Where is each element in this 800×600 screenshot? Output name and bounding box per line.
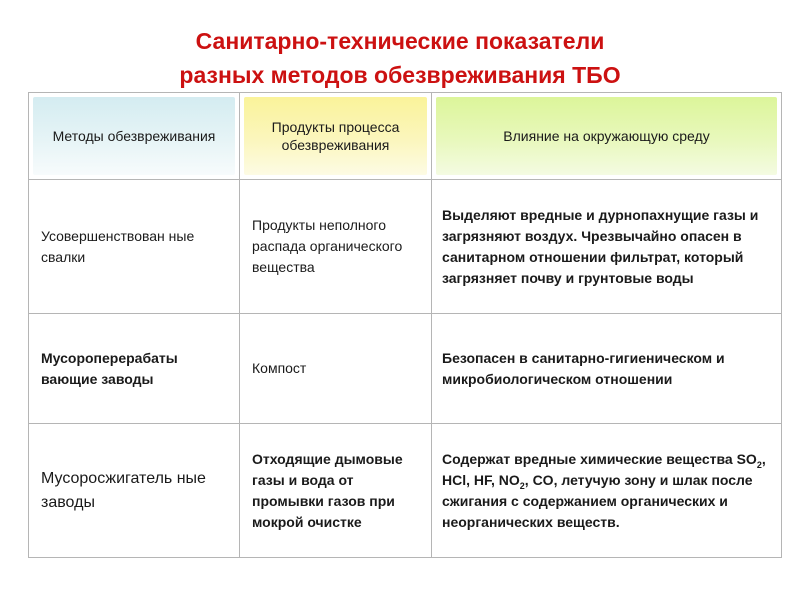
impact-text: Выделяют вредные и дурнопахнущие газы и загрязняют воздух. Чрезвычайно опасен в санитарном отношении фильтрат, который загрязняет почву и грунтовые воды — [442, 206, 759, 286]
comparison-table — [28, 92, 782, 558]
header-cell-impact — [432, 93, 782, 180]
header-cell-products — [240, 93, 432, 180]
products-text: Продукты неполного распада органического вещества — [252, 217, 403, 275]
products-cell — [240, 180, 432, 314]
products-cell — [240, 424, 432, 558]
impact-cell — [432, 314, 782, 424]
method-text: Мусоросжигатель ные заводы — [41, 469, 206, 511]
header-products: Продукты процесса обезвреживания — [244, 97, 427, 175]
products-text: Компост — [252, 360, 307, 376]
impact-part-1: Содержат вредные химические вещества SO — [442, 450, 757, 467]
products-cell — [240, 314, 432, 424]
header-row — [29, 93, 782, 180]
impact-text: Безопасен в санитарно-гигиеническом и микробиологическом отношении — [442, 349, 725, 387]
header-impact: Влияние на окружающую среду — [436, 97, 777, 175]
table-row — [29, 314, 782, 424]
method-text: Мусороперерабаты вающие заводы — [41, 349, 178, 387]
header-methods: Методы обезвреживания — [33, 97, 235, 175]
impact-text — [442, 449, 773, 533]
products-text: Отходящие дымовые газы и вода от промывки газов при мокрой очистке — [252, 450, 403, 530]
header-cell-methods — [29, 93, 240, 180]
impact-cell — [432, 180, 782, 314]
table-row — [29, 180, 782, 314]
method-cell — [29, 314, 240, 424]
table-row — [29, 424, 782, 558]
slide-title — [0, 24, 800, 92]
no2-subscript: 2 — [519, 480, 525, 491]
method-cell — [29, 424, 240, 558]
method-text: Усовершенствован ные свалки — [41, 227, 195, 265]
impact-part-3: , CO, летучую зону и шлак после сжигания с содержанием органических и неорганических веществ. — [442, 471, 753, 530]
impact-cell — [432, 424, 782, 558]
so2-subscript: 2 — [756, 459, 762, 470]
title-line-1: Санитарно-технические показатели — [195, 28, 605, 54]
method-cell — [29, 180, 240, 314]
impact-part-2: , HCl, HF, NO — [442, 450, 766, 488]
title-line-2: разных методов обезвреживания ТБО — [179, 62, 621, 88]
